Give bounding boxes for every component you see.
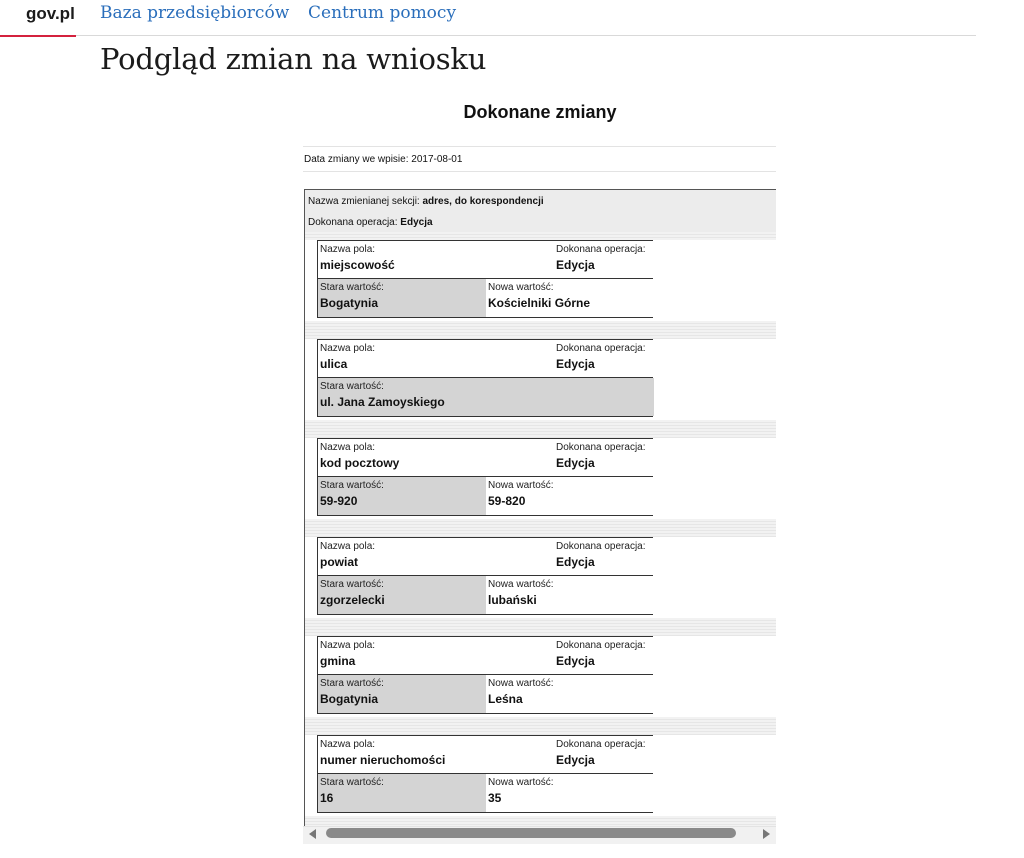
- old-value-label: Stara wartość:: [320, 777, 384, 788]
- field-name-value: ulica: [320, 357, 348, 371]
- operation-value: Edycja: [556, 456, 595, 470]
- field-name-value: powiat: [320, 555, 358, 569]
- old-value: Bogatynia: [320, 296, 379, 310]
- operation-label: Dokonana operacja:: [556, 739, 646, 750]
- section-operation-line: [308, 217, 433, 228]
- field-name-cell: [318, 340, 554, 377]
- change-values-row: [318, 477, 652, 515]
- old-value-cell: [318, 774, 486, 812]
- change-card: [317, 636, 653, 714]
- operation-cell: [554, 637, 654, 674]
- section-operation-value: Edycja: [400, 217, 433, 228]
- old-value-cell: [318, 576, 486, 614]
- new-value-cell: [486, 774, 654, 812]
- new-value-label: Nowa wartość:: [488, 777, 554, 788]
- new-value-cell: [486, 576, 654, 614]
- field-name-label: Nazwa pola:: [320, 640, 376, 651]
- operation-value: Edycja: [556, 654, 595, 668]
- change-header-row: [318, 637, 652, 675]
- separator: [305, 618, 776, 636]
- field-name-label: Nazwa pola:: [320, 343, 376, 354]
- old-value-label: Stara wartość:: [320, 678, 384, 689]
- change-header-row: [318, 241, 652, 279]
- change-values-row: [318, 279, 652, 317]
- new-value-label: Nowa wartość:: [488, 678, 554, 689]
- new-value: Leśna: [488, 692, 523, 706]
- operation-cell: [554, 538, 654, 575]
- header-divider: [76, 35, 976, 36]
- logo-accent-line: [0, 35, 76, 37]
- change-date: Data zmiany we wpisie: 2017-08-01: [304, 154, 463, 165]
- operation-cell: [554, 439, 654, 476]
- change-card: [317, 438, 653, 516]
- operation-value: Edycja: [556, 555, 595, 569]
- new-value: Kościelniki Górne: [488, 296, 591, 310]
- new-value-cell: [486, 477, 654, 515]
- change-values-row: [318, 774, 652, 812]
- new-value-label: Nowa wartość:: [488, 579, 554, 590]
- new-value-label: Nowa wartość:: [488, 480, 554, 491]
- report-divider: [303, 146, 776, 147]
- operation-value: Edycja: [556, 357, 595, 371]
- new-value-cell: [486, 675, 654, 713]
- page-title: Podgląd zmian na wniosku: [100, 42, 487, 76]
- field-name-value: numer nieruchomości: [320, 753, 446, 767]
- operation-label: Dokonana operacja:: [556, 442, 646, 453]
- field-name-cell: [318, 538, 554, 575]
- change-header-row: [318, 439, 652, 477]
- change-card: [317, 537, 653, 615]
- change-values-row: [318, 675, 652, 713]
- new-value: 35: [488, 791, 502, 805]
- field-name-cell: [318, 637, 554, 674]
- section-operation-label: Dokonana operacja:: [308, 217, 398, 228]
- new-value-label: Nowa wartość:: [488, 282, 554, 293]
- separator: [305, 232, 776, 240]
- operation-label: Dokonana operacja:: [556, 343, 646, 354]
- section-name-label: Nazwa zmienianej sekcji:: [308, 196, 420, 207]
- operation-cell: [554, 241, 654, 278]
- old-value: Bogatynia: [320, 692, 379, 706]
- field-name-value: miejscowość: [320, 258, 395, 272]
- operation-value: Edycja: [556, 753, 595, 767]
- scrollbar-thumb[interactable]: [326, 828, 736, 838]
- section-title: Dokonane zmiany: [463, 102, 617, 122]
- top-navigation: [0, 0, 1024, 36]
- change-header-row: [318, 538, 652, 576]
- separator: [305, 717, 776, 735]
- change-values-row: [318, 378, 652, 416]
- operation-label: Dokonana operacja:: [556, 640, 646, 651]
- field-name-cell: [318, 439, 554, 476]
- old-value: zgorzelecki: [320, 593, 385, 607]
- field-name-label: Nazwa pola:: [320, 442, 376, 453]
- scroll-left-arrow-icon[interactable]: [309, 829, 316, 839]
- old-value: 16: [320, 791, 334, 805]
- field-name-label: Nazwa pola:: [320, 244, 376, 255]
- old-value: ul. Jana Zamoyskiego: [320, 395, 445, 409]
- field-name-value: kod pocztowy: [320, 456, 400, 470]
- field-name-cell: [318, 241, 554, 278]
- nav-link-centrum-pomocy[interactable]: Centrum pomocy: [308, 3, 457, 23]
- new-value-cell: [486, 279, 654, 317]
- report-divider: [303, 171, 776, 172]
- gov-logo[interactable]: gov.pl: [26, 4, 75, 23]
- new-value: 59-820: [488, 494, 526, 508]
- operation-label: Dokonana operacja:: [556, 244, 646, 255]
- old-value: 59-920: [320, 494, 358, 508]
- changed-section: [304, 189, 776, 829]
- scroll-right-arrow-icon[interactable]: [763, 829, 770, 839]
- separator: [305, 519, 776, 537]
- new-value: lubański: [488, 593, 537, 607]
- operation-cell: [554, 736, 654, 773]
- changes-report: [303, 146, 776, 846]
- operation-label: Dokonana operacja:: [556, 541, 646, 552]
- change-header-row: [318, 340, 652, 378]
- separator: [305, 321, 776, 339]
- change-values-row: [318, 576, 652, 614]
- old-value-cell: [318, 279, 486, 317]
- field-name-label: Nazwa pola:: [320, 541, 376, 552]
- operation-cell: [554, 340, 654, 377]
- nav-link-baza-przedsiebiorcow[interactable]: Baza przedsiębiorców: [100, 3, 290, 23]
- section-name-line: [308, 196, 544, 207]
- field-name-value: gmina: [320, 654, 356, 668]
- old-value-label: Stara wartość:: [320, 579, 384, 590]
- old-value-label: Stara wartość:: [320, 480, 384, 491]
- section-name-value: adres, do korespondencji: [422, 196, 544, 207]
- old-value-cell: [318, 675, 486, 713]
- old-value-label: Stara wartość:: [320, 381, 384, 392]
- change-card: [317, 339, 653, 417]
- change-header-row: [318, 736, 652, 774]
- old-value-cell: [318, 477, 486, 515]
- field-name-cell: [318, 736, 554, 773]
- separator: [305, 420, 776, 438]
- field-name-label: Nazwa pola:: [320, 739, 376, 750]
- old-value-cell: [318, 378, 654, 416]
- operation-value: Edycja: [556, 258, 595, 272]
- change-card: [317, 240, 653, 318]
- change-card: [317, 735, 653, 813]
- old-value-label: Stara wartość:: [320, 282, 384, 293]
